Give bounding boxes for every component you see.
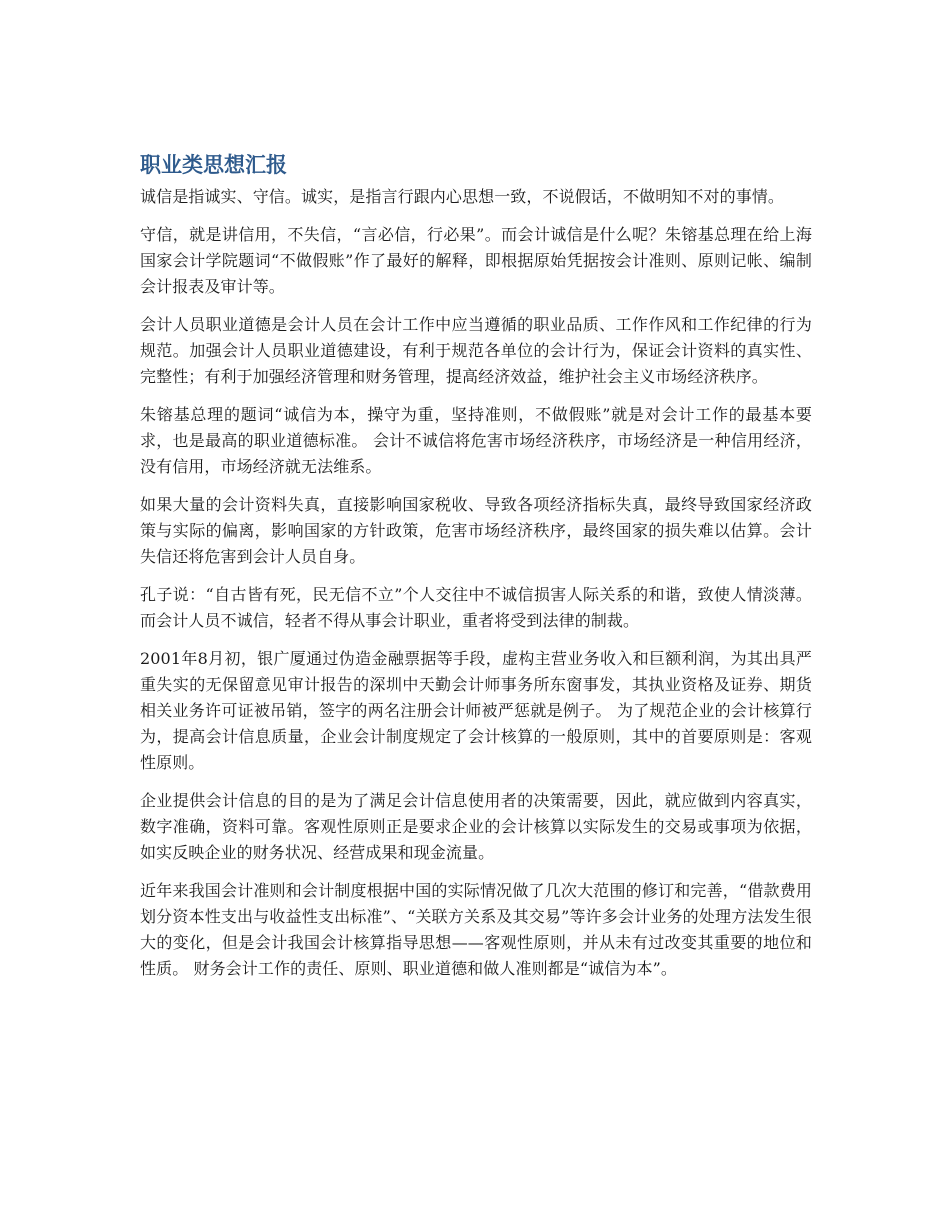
document-title: 职业类思想汇报 [140,153,287,177]
document-page [140,150,812,994]
paragraph-5: 如果大量的会计资料失真，直接影响国家税收、导致各项经济指标失真，最终导致国家经济政策与实际的偏离，影响国家的方针政策，危害市场经济秩序，最终国家的损失难以估算。会计失信还将危害到会计人员自身。 [140,495,812,566]
paragraph-8: 企业提供会计信息的目的是为了满足会计信息使用者的决策需要，因此，就应做到内容真实，数字准确，资料可靠。客观性原则正是要求企业的会计核算以实际发生的交易或事项为依据，如实反映企业的财务状况、经营成果和现金流量。 [140,791,812,862]
paragraph-4: 朱镕基总理的题词“诚信为本，操守为重，坚持准则，不做假账”就是对会计工作的最基本要求，也是最高的职业道德标准。 会计不诚信将危害市场经济秩序，市场经济是一种信用经济，没有信用，市场经济就无法维系。 [140,405,812,476]
paragraph-3: 会计人员职业道德是会计人员在会计工作中应当遵循的职业品质、工作作风和工作纪律的行为规范。加强会计人员职业道德建设，有利于规范各单位的会计行为，保证会计资料的真实性、完整性；有利于加强经济管理和财务管理，提高经济效益，维护社会主义市场经济秩序。 [140,315,812,386]
paragraph-2: 守信，就是讲信用，不失信，“言必信，行必果”。而会计诚信是什么呢？朱镕基总理在给上海国家会计学院题词“不做假账”作了最好的解释，即根据原始凭据按会计准则、原则记帐、编制会计报表及审计等。 [140,225,812,296]
paragraph-1: 诚信是指诚实、守信。诚实，是指言行跟内心思想一致，不说假话，不做明知不对的事情。 [140,187,785,206]
paragraph-7: 2001年8月初，银广厦通过伪造金融票据等手段，虚构主营业务收入和巨额利润，为其出具严重失实的无保留意见审计报告的深圳中天勤会计师事务所东窗事发，其执业资格及证券、期货相关业务许可证被吊销，签字的两名注册会计师被严惩就是例子。 为了规范企业的会计核算行为，提高会计信息质量，企业会计制度规定了会计核算的一般原则，其中的首要原则是：客观性原则。 [140,649,812,772]
paragraph-9: 近年来我国会计准则和会计制度根据中国的实际情况做了几次大范围的修订和完善，“借款费用划分资本性支出与收益性支出标准”、“关联方关系及其交易”等许多会计业务的处理方法发生很大的变化，但是会计我国会计核算指导思想——客观性原则，并从未有过改变其重要的地位和性质。 财务会计工作的责任、原则、职业道德和做人准则都是“诚信为本”。 [140,881,812,978]
paragraph-6: 孔子说：“自古皆有死，民无信不立”个人交往中不诚信损害人际关系的和谐，致使人情淡薄。而会计人员不诚信，轻者不得从事会计职业，重者将受到法律的制裁。 [140,585,812,630]
